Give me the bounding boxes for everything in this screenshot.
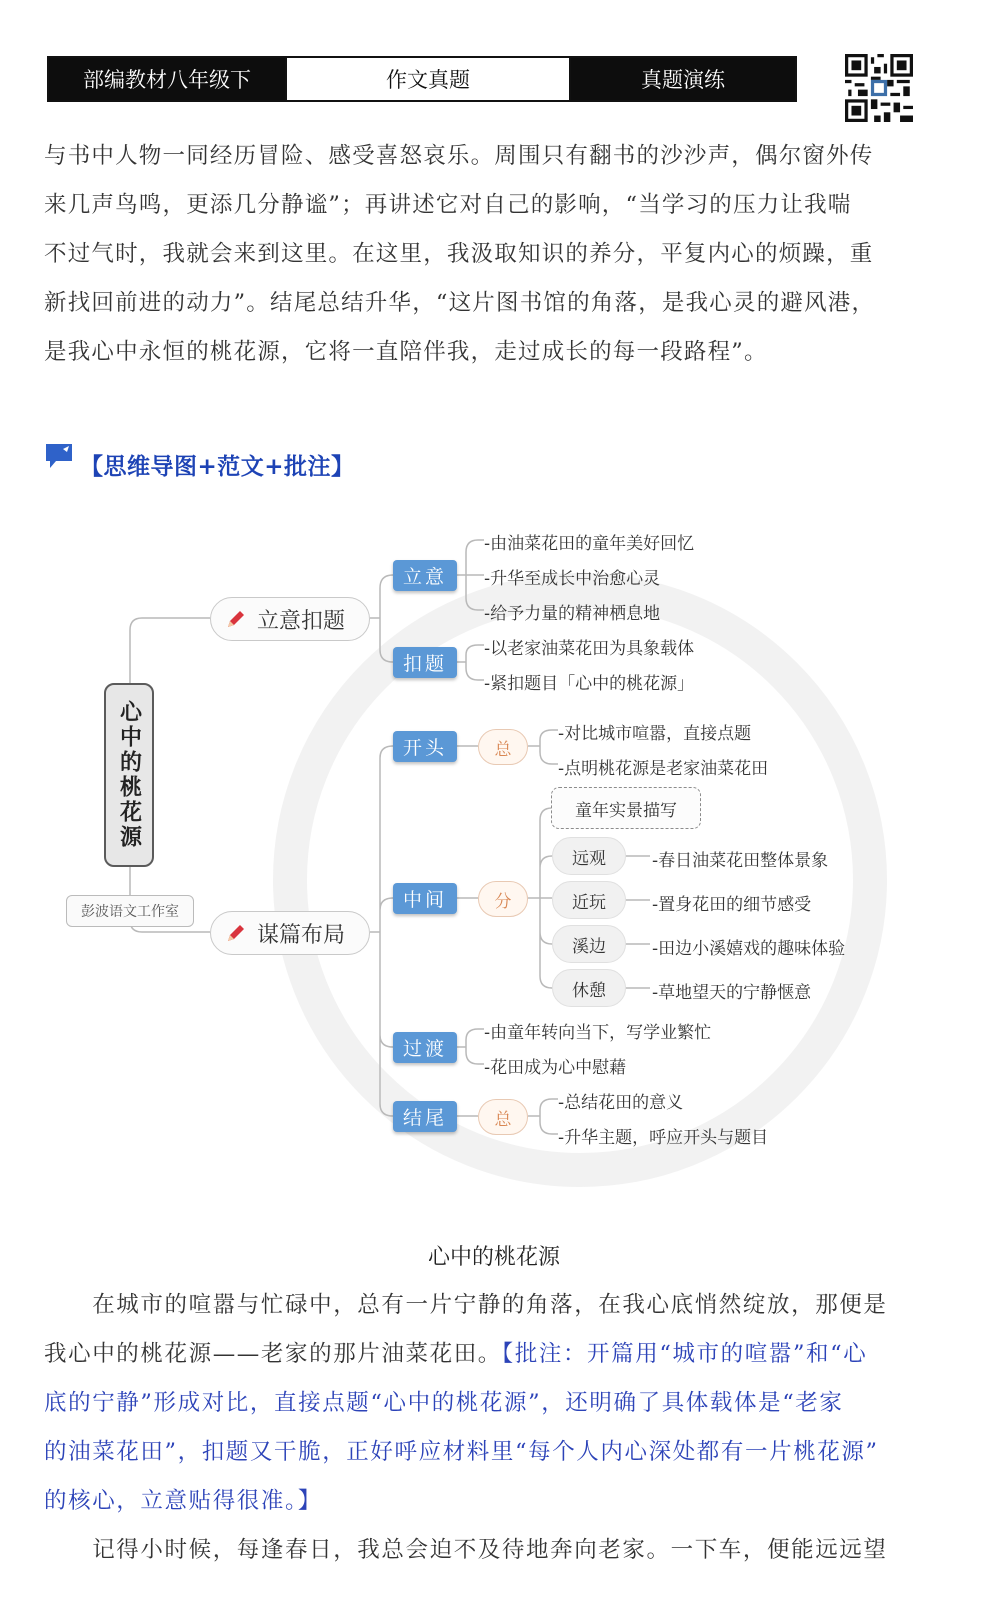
leaf-text: -点明桃花源是老家油菜花田 [558,759,769,779]
leaf-text: -田边小溪嬉戏的趣味体验 [652,939,846,959]
leaf-text: -以老家油菜花田为具象载体 [484,639,695,659]
leaf-text: -春日油菜花田整体景象 [652,851,829,871]
scene-heading: 童年实景描写 [551,787,701,829]
node-jiewei: 结尾 [393,1101,457,1132]
node-guodu: 过渡 [393,1032,457,1063]
leaf-text: -对比城市喧嚣，直接点题 [558,724,752,744]
leaf-text: -由油菜花田的童年美好回忆 [484,534,695,554]
node-kouti: 扣题 [393,647,457,678]
leaf-text: -升华至成长中治愈心灵 [484,569,661,589]
tag-zong: 总 [478,729,528,765]
essay-body [44,1281,949,1575]
node-liyi: 立意 [393,560,457,591]
qr-code [845,54,913,122]
leaf-text: -由童年转向当下，写学业繁忙 [484,1023,712,1043]
header-bar [47,56,797,102]
header-topic-tab: 作文真题 [285,58,571,100]
text-line: 与书中人物一同经历冒险、感受喜怒哀乐。周围只有翻书的沙沙声，偶尔窗外传 [44,143,874,169]
branch-structure [210,911,370,955]
node-kaitou: 开头 [393,731,457,762]
section-title: 【思维导图+范文+批注】 [80,454,355,480]
text-line: 新找回前进的动力”。结尾总结升华，“这片图书馆的角落，是我心灵的避风港， [44,290,876,316]
leaf-text: -升华主题，呼应开头与题目 [558,1128,769,1148]
pencil-icon [225,608,247,630]
branch-theme [210,597,370,641]
essay-title: 心中的桃花源 [427,1245,560,1270]
tag-fen: 分 [478,881,528,917]
annotation-line: 的油菜花田”，扣题又干脆，正好呼应材料里“每个人内心深处都有一片桃花源” [44,1439,879,1465]
tag-zong: 总 [478,1099,528,1135]
intro-paragraph [44,132,944,377]
text-line: 不过气时，我就会来到这里。在这里，我汲取知识的养分，平复内心的烦躁，重 [44,241,874,267]
leaf-text: -给予力量的精神栖息地 [484,604,661,624]
item-yuanguan: 远观 [552,837,626,875]
annotation-line: 底的宁静”形成对比，直接点题“心中的桃花源”，还明确了具体载体是“老家 [44,1390,844,1416]
essay-text: 我心中的桃花源——老家的那片油菜花田。 [44,1341,502,1367]
leaf-text: -花田成为心中慰藉 [484,1058,627,1078]
comment-icon [44,442,74,470]
annotation-line: 的核心，立意贴得很准。】 [44,1488,322,1514]
branch-structure-label: 谋篇布局 [257,922,346,948]
node-zhongjian: 中间 [393,883,457,914]
annotation-text: 【批注：开篇用“城市的喧嚣”和“心 [501,1341,868,1367]
leaf-text: -紧扣题目「心中的桃花源」 [484,674,695,694]
header-practice-tab: 真题演练 [571,58,795,100]
leaf-text: -草地望天的宁静惬意 [652,983,812,1003]
item-xiuqi: 休憩 [552,969,626,1007]
leaf-text: -置身花田的细节感受 [652,895,812,915]
text-line: 来几声鸟鸣，更添几分静谧”；再讲述它对自己的影响，“当学习的压力让我喘 [44,192,852,218]
item-xibian: 溪边 [552,925,626,963]
essay-line: 记得小时候，每逢春日，我总会迫不及待地奔向老家。一下车，便能远远望 [44,1537,888,1563]
branch-theme-label: 立意扣题 [257,608,346,634]
pencil-icon [225,922,247,944]
text-line: 是我心中永恒的桃花源，它将一直陪伴我，走过成长的每一段路程”。 [44,339,768,365]
essay-line: 在城市的喧嚣与忙碌中，总有一片宁静的角落，在我心底悄然绽放，那便是 [44,1292,888,1318]
essay-line [44,1330,949,1379]
leaf-text: -总结花田的意义 [558,1093,684,1113]
item-jinwan: 近玩 [552,881,626,919]
studio-label: 彭波语文工作室 [66,895,194,927]
header-grade-tab: 部编教材八年级下 [49,58,285,100]
root-label: 心中的桃花源 [116,700,142,850]
mindmap-root [104,683,154,867]
